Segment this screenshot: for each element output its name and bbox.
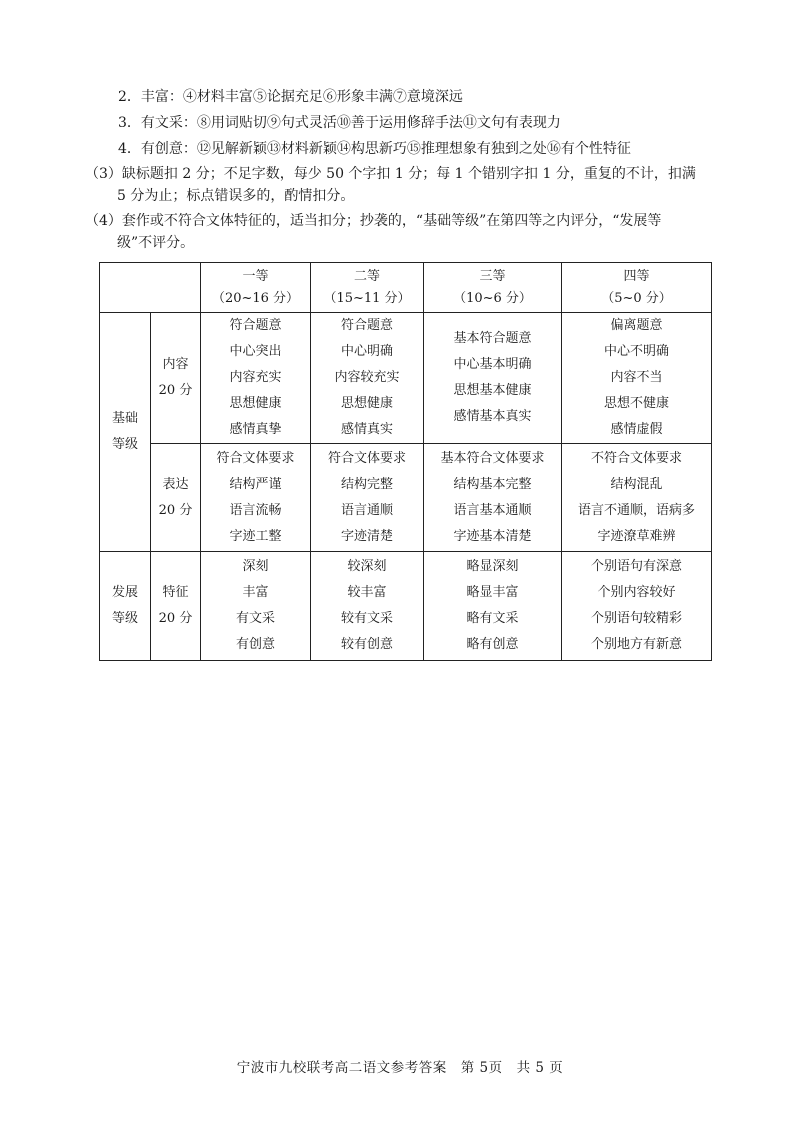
note-4-line-2: 级”不评分。 bbox=[117, 235, 195, 251]
expression-label: 表达 20 分 bbox=[151, 444, 201, 552]
feature-cell-grade-2: 较深刻 较丰富 较有文采 较有创意 bbox=[311, 552, 424, 661]
expression-cell-grade-4: 不符合文体要求 结构混乱 语言不通顺，语病多 字迹潦草难辨 bbox=[562, 444, 712, 552]
corner-cell bbox=[100, 263, 201, 313]
content-cell-grade-2: 符合题意 中心明确 内容较充实 思想健康 感情真实 bbox=[311, 313, 424, 444]
content-label: 内容 20 分 bbox=[151, 313, 201, 444]
note-3-line-2: 5 分为止；标点错误多的，酌情扣分。 bbox=[117, 188, 355, 204]
expression-cell-grade-3: 基本符合文体要求 结构基本完整 语言基本通顺 字迹基本清楚 bbox=[424, 444, 562, 552]
criteria-item-3: 3．有文采：⑧用词贴切⑨句式灵活⑩善于运用修辞手法⑪文句有表现力 bbox=[118, 115, 561, 131]
content-cell-grade-1: 符合题意 中心突出 内容充实 思想健康 感情真挚 bbox=[201, 313, 311, 444]
feature-cell-grade-4: 个别语句有深意 个别内容较好 个别语句较精彩 个别地方有新意 bbox=[562, 552, 712, 661]
grade-header-row bbox=[100, 263, 712, 313]
content-cell-grade-4: 偏离题意 中心不明确 内容不当 思想不健康 感情虚假 bbox=[562, 313, 712, 444]
content-row bbox=[100, 313, 712, 444]
expression-row bbox=[100, 444, 712, 552]
feature-label: 特征 20 分 bbox=[151, 552, 201, 661]
feature-row bbox=[100, 552, 712, 661]
basic-level-label: 基础等级 bbox=[100, 313, 151, 552]
note-4-line-1: （4）套作或不符合文体特征的，适当扣分；抄袭的，“基础等级”在第四等之内评分，“发展等 bbox=[85, 213, 662, 229]
feature-cell-grade-3: 略显深刻 略显丰富 略有文采 略有创意 bbox=[424, 552, 562, 661]
grading-table bbox=[99, 262, 712, 661]
content-cell-grade-3: 基本符合题意 中心基本明确 思想基本健康 感情基本真实 bbox=[424, 313, 562, 444]
expression-cell-grade-2: 符合文体要求 结构完整 语言通顺 字迹清楚 bbox=[311, 444, 424, 552]
criteria-item-4: 4．有创意：⑫见解新颖⑬材料新颖⑭构思新巧⑮推理想象有独到之处⑯有个性特征 bbox=[118, 141, 631, 157]
development-level-label: 发展等级 bbox=[100, 552, 151, 661]
grade-header-2: 二等 （15~11 分） bbox=[311, 263, 424, 313]
grade-header-1: 一等 （20~16 分） bbox=[201, 263, 311, 313]
note-3-line-1: （3）缺标题扣 2 分；不足字数，每少 50 个字扣 1 分；每 1 个错别字扣 1 分，重复的不计，扣满 bbox=[85, 166, 696, 182]
grade-header-3: 三等 （10~6 分） bbox=[424, 263, 562, 313]
grade-header-4: 四等 （5~0 分） bbox=[562, 263, 712, 313]
page-footer: 宁波市九校联考高二语文参考答案 第 5页 共 5 页 bbox=[236, 1060, 564, 1076]
criteria-item-2: 2．丰富：④材料丰富⑤论据充足⑥形象丰满⑦意境深远 bbox=[118, 89, 463, 105]
feature-cell-grade-1: 深刻 丰富 有文采 有创意 bbox=[201, 552, 311, 661]
expression-cell-grade-1: 符合文体要求 结构严谨 语言流畅 字迹工整 bbox=[201, 444, 311, 552]
